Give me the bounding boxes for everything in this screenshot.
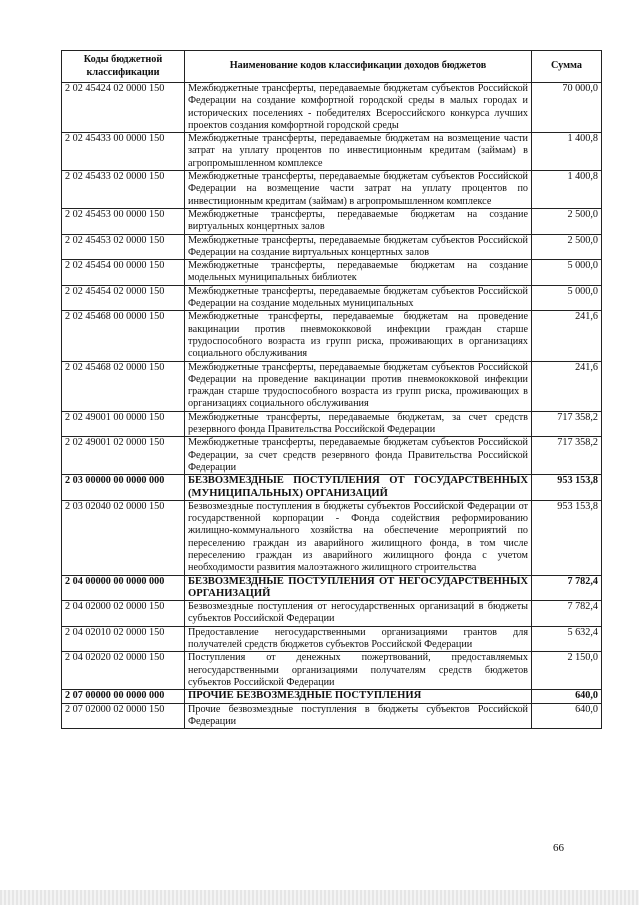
row-sum: 241,6 bbox=[532, 361, 602, 411]
table-row bbox=[62, 133, 602, 171]
row-code: 2 03 00000 00 0000 000 bbox=[62, 475, 185, 501]
table-row bbox=[62, 171, 602, 209]
row-sum: 5 632,4 bbox=[532, 626, 602, 652]
row-code: 2 04 02000 02 0000 150 bbox=[62, 601, 185, 627]
row-sum: 5 000,0 bbox=[532, 260, 602, 286]
row-code: 2 02 45424 02 0000 150 bbox=[62, 83, 185, 133]
row-sum: 7 782,4 bbox=[532, 601, 602, 627]
row-name: Безвозмездные поступления от негосударственных организаций в бюджеты субъектов Российской Федерации bbox=[185, 601, 532, 627]
row-name: Поступления от денежных пожертвований, предоставляемых негосударственными организациями получателям средств бюджетов субъектов Российской Федерации bbox=[185, 652, 532, 690]
header-name: Наименование кодов классификации доходов бюджетов bbox=[185, 51, 532, 83]
row-sum: 2 500,0 bbox=[532, 208, 602, 234]
row-name: Безвозмездные поступления в бюджеты субъектов Российской Федерации от государственной корпорации - Фонда содействия реформированию жилищно-коммунального хозяйства на обеспечение мероприятий по переселению граждан из аварийного жилищного фонда, в том числе переселению граждан из аварийного жилищного фонда с учетом необходимости развития малоэтажного жилищного строительства bbox=[185, 500, 532, 575]
table-row bbox=[62, 601, 602, 627]
row-code: 2 02 49001 00 0000 150 bbox=[62, 411, 185, 437]
row-sum: 953 153,8 bbox=[532, 475, 602, 501]
row-name: Межбюджетные трансферты, передаваемые бюджетам субъектов Российской Федерации на создание виртуальных концертных залов bbox=[185, 234, 532, 260]
row-code: 2 04 02020 02 0000 150 bbox=[62, 652, 185, 690]
row-name: Межбюджетные трансферты, передаваемые бюджетам субъектов Российской Федерации на возмещение части затрат на уплату процентов по инвестиционным кредитам (займам) в агропромышленном комплексе bbox=[185, 171, 532, 209]
table-row bbox=[62, 437, 602, 475]
budget-revenue-table bbox=[61, 50, 602, 729]
row-code: 2 07 02000 02 0000 150 bbox=[62, 703, 185, 729]
row-code: 2 07 00000 00 0000 000 bbox=[62, 690, 185, 703]
row-sum: 640,0 bbox=[532, 703, 602, 729]
row-code: 2 03 02040 02 0000 150 bbox=[62, 500, 185, 575]
row-name: ПРОЧИЕ БЕЗВОЗМЕЗДНЫЕ ПОСТУПЛЕНИЯ bbox=[185, 690, 532, 703]
row-sum: 1 400,8 bbox=[532, 171, 602, 209]
scan-edge-band bbox=[0, 890, 639, 905]
table-header-row bbox=[62, 51, 602, 83]
header-sum: Сумма bbox=[532, 51, 602, 83]
table-row bbox=[62, 575, 602, 601]
row-sum: 2 150,0 bbox=[532, 652, 602, 690]
row-code: 2 04 02010 02 0000 150 bbox=[62, 626, 185, 652]
row-code: 2 02 45453 02 0000 150 bbox=[62, 234, 185, 260]
row-name: Межбюджетные трансферты, передаваемые бюджетам на создание модельных муниципальных библиотек bbox=[185, 260, 532, 286]
table-row bbox=[62, 83, 602, 133]
row-name: Межбюджетные трансферты, передаваемые бюджетам на проведение вакцинации против пневмококковой инфекции граждан старше трудоспособного возраста из групп риска, проживающих в организациях социального обслуживания bbox=[185, 311, 532, 361]
row-sum: 717 358,2 bbox=[532, 437, 602, 475]
table-row bbox=[62, 361, 602, 411]
table-row bbox=[62, 652, 602, 690]
header-code: Коды бюджетной классификации bbox=[62, 51, 185, 83]
table-row bbox=[62, 208, 602, 234]
row-name: Прочие безвозмездные поступления в бюджеты субъектов Российской Федерации bbox=[185, 703, 532, 729]
table-row bbox=[62, 475, 602, 501]
row-sum: 70 000,0 bbox=[532, 83, 602, 133]
row-name: БЕЗВОЗМЕЗДНЫЕ ПОСТУПЛЕНИЯ ОТ НЕГОСУДАРСТВЕННЫХ ОРГАНИЗАЦИЙ bbox=[185, 575, 532, 601]
table-body bbox=[62, 83, 602, 729]
row-name: Межбюджетные трансферты, передаваемые бюджетам на возмещение части затрат на уплату процентов по инвестиционным кредитам (займам) в агропромышленном комплексе bbox=[185, 133, 532, 171]
row-code: 2 02 45433 02 0000 150 bbox=[62, 171, 185, 209]
row-code: 2 02 49001 02 0000 150 bbox=[62, 437, 185, 475]
table-row bbox=[62, 626, 602, 652]
row-name: Межбюджетные трансферты, передаваемые бюджетам субъектов Российской Федерации, за счет средств резервного фонда Правительства Российской Федерации bbox=[185, 437, 532, 475]
row-sum: 5 000,0 bbox=[532, 285, 602, 311]
row-code: 2 02 45468 00 0000 150 bbox=[62, 311, 185, 361]
row-name: Межбюджетные трансферты, передаваемые бюджетам субъектов Российской Федерации на проведение вакцинации против пневмококковой инфекции граждан старше трудоспособного возраста из групп риска, проживающих в организациях социального обслуживания bbox=[185, 361, 532, 411]
row-sum: 2 500,0 bbox=[532, 234, 602, 260]
row-code: 2 02 45454 02 0000 150 bbox=[62, 285, 185, 311]
row-code: 2 02 45468 02 0000 150 bbox=[62, 361, 185, 411]
table-row bbox=[62, 411, 602, 437]
row-sum: 640,0 bbox=[532, 690, 602, 703]
table-row bbox=[62, 703, 602, 729]
row-code: 2 04 00000 00 0000 000 bbox=[62, 575, 185, 601]
row-sum: 241,6 bbox=[532, 311, 602, 361]
row-name: БЕЗВОЗМЕЗДНЫЕ ПОСТУПЛЕНИЯ ОТ ГОСУДАРСТВЕННЫХ (МУНИЦИПАЛЬНЫХ) ОРГАНИЗАЦИЙ bbox=[185, 475, 532, 501]
row-sum: 1 400,8 bbox=[532, 133, 602, 171]
row-name: Предоставление негосударственными организациями грантов для получателей средств бюджетов субъектов Российской Федерации bbox=[185, 626, 532, 652]
row-sum: 953 153,8 bbox=[532, 500, 602, 575]
table-row bbox=[62, 285, 602, 311]
table-row bbox=[62, 500, 602, 575]
table-row bbox=[62, 260, 602, 286]
row-name: Межбюджетные трансферты, передаваемые бюджетам субъектов Российской Федерации на создание модельных муниципальных bbox=[185, 285, 532, 311]
table-row bbox=[62, 234, 602, 260]
row-code: 2 02 45453 00 0000 150 bbox=[62, 208, 185, 234]
row-sum: 7 782,4 bbox=[532, 575, 602, 601]
row-name: Межбюджетные трансферты, передаваемые бюджетам субъектов Российской Федерации на создание комфортной городской среды в малых городах и исторических поселениях - победителях Всероссийского конкурса лучших проектов создания комфортной городской среды bbox=[185, 83, 532, 133]
row-code: 2 02 45433 00 0000 150 bbox=[62, 133, 185, 171]
table-row bbox=[62, 311, 602, 361]
row-sum: 717 358,2 bbox=[532, 411, 602, 437]
row-code: 2 02 45454 00 0000 150 bbox=[62, 260, 185, 286]
row-name: Межбюджетные трансферты, передаваемые бюджетам, за счет средств резервного фонда Правительства Российской Федерации bbox=[185, 411, 532, 437]
page-number: 66 bbox=[553, 842, 564, 854]
table-row bbox=[62, 690, 602, 703]
row-name: Межбюджетные трансферты, передаваемые бюджетам на создание виртуальных концертных залов bbox=[185, 208, 532, 234]
